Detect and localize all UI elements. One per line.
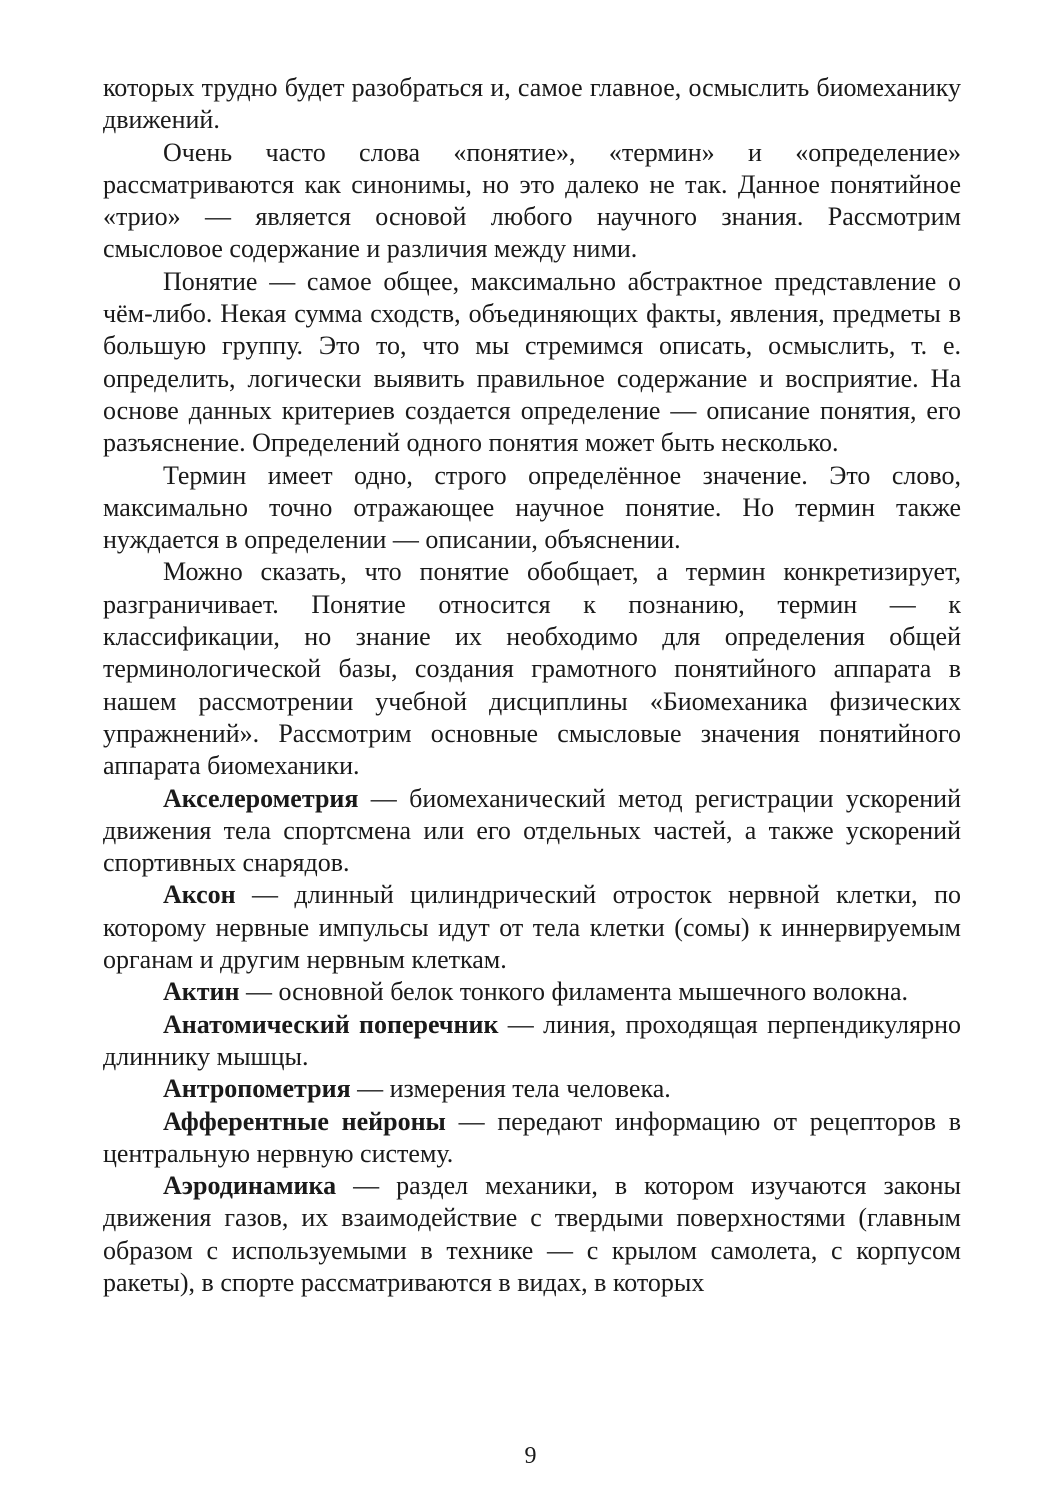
glossary-definition: — измерения тела человека. <box>350 1074 671 1104</box>
glossary-entry <box>103 976 961 1008</box>
paragraph-continuation: которых трудно будет разобраться и, самое главное, осмыслить биомеханику движений. <box>103 73 961 135</box>
glossary-entry <box>103 1073 961 1105</box>
paragraph-term: Термин имеет одно, строго определённое значение. Это слово, максимально точно отражающее научное понятие. Но термин также нуждается в определении — описании, объяснении. <box>103 460 961 555</box>
glossary-definition: — биомеханический метод регистрации ускорений движения тела спортсмена или его отдельных частей, а также ускорений спортивных снарядов. <box>103 783 961 878</box>
glossary-entry <box>103 1106 961 1171</box>
paragraph-concept: Понятие — самое общее, максимально абстрактное представление о чём-либо. Некая сумма сходств, объединяющих факты, явления, предметы в большую группу. Это то, что мы стремимся описать, осмыслить, т. е. определить, логически выявить правильное содержание и восприятие. На основе данных критериев создается определение — описание понятия, его разъяснение. Определений одного понятия может быть несколько. <box>103 266 961 458</box>
glossary-entry <box>103 783 961 880</box>
glossary-entry <box>103 879 961 976</box>
glossary-term: Антропометрия <box>163 1074 351 1104</box>
glossary-definition: — линия, проходящая перпендикулярно длиннику мышцы. <box>103 1009 961 1071</box>
glossary-definition: — передают информацию от рецепторов в центральную нервную систему. <box>103 1106 961 1168</box>
page-number: 9 <box>524 1443 537 1469</box>
glossary-term: Аксон <box>163 880 236 910</box>
glossary-entry <box>103 1009 961 1074</box>
glossary-entry <box>103 1170 961 1299</box>
glossary-term: Аэродинамика <box>163 1171 337 1201</box>
glossary-term: Анатомический поперечник <box>163 1009 499 1039</box>
glossary-definition: — основной белок тонкого филамента мышечного волокна. <box>239 977 909 1007</box>
glossary-term: Актин <box>163 977 240 1007</box>
paragraph-summary: Можно сказать, что понятие обобщает, а термин конкретизирует, разграничивает. Понятие относится к познанию, термин — к классификации, но знание их необходимо для определения общей терминологической базы, создания грамотного понятийного аппарата в нашем рассмотрении учебной дисциплины «Биомеханика физических упражнений». Рассмотрим основные смысловые значения понятийного аппарата биомеханики. <box>103 557 961 781</box>
page-body <box>103 72 961 1299</box>
glossary-term: Афферентные нейроны <box>163 1106 446 1136</box>
paragraph-concept-term-definition: Очень часто слова «понятие», «термин» и «определение» рассматриваются как синонимы, но это далеко не так. Данное понятийное «трио» — является основой любого научного знания. Рассмотрим смысловое содержание и различия между ними. <box>103 137 961 264</box>
glossary-definition: — раздел механики, в котором изучаются законы движения газов, их взаимодействие с твердыми поверхностями (главным образом с используемыми в технике — с крылом самолета, с корпусом ракеты), в спорте рассматриваются в видах, в которых <box>103 1171 961 1297</box>
glossary-term: Акселерометрия <box>163 783 359 813</box>
glossary-definition: — длинный цилиндрический отросток нервной клетки, по которому нервные импульсы идут от тела клетки (сомы) к иннервируемым органам и другим нервным клеткам. <box>103 880 961 975</box>
